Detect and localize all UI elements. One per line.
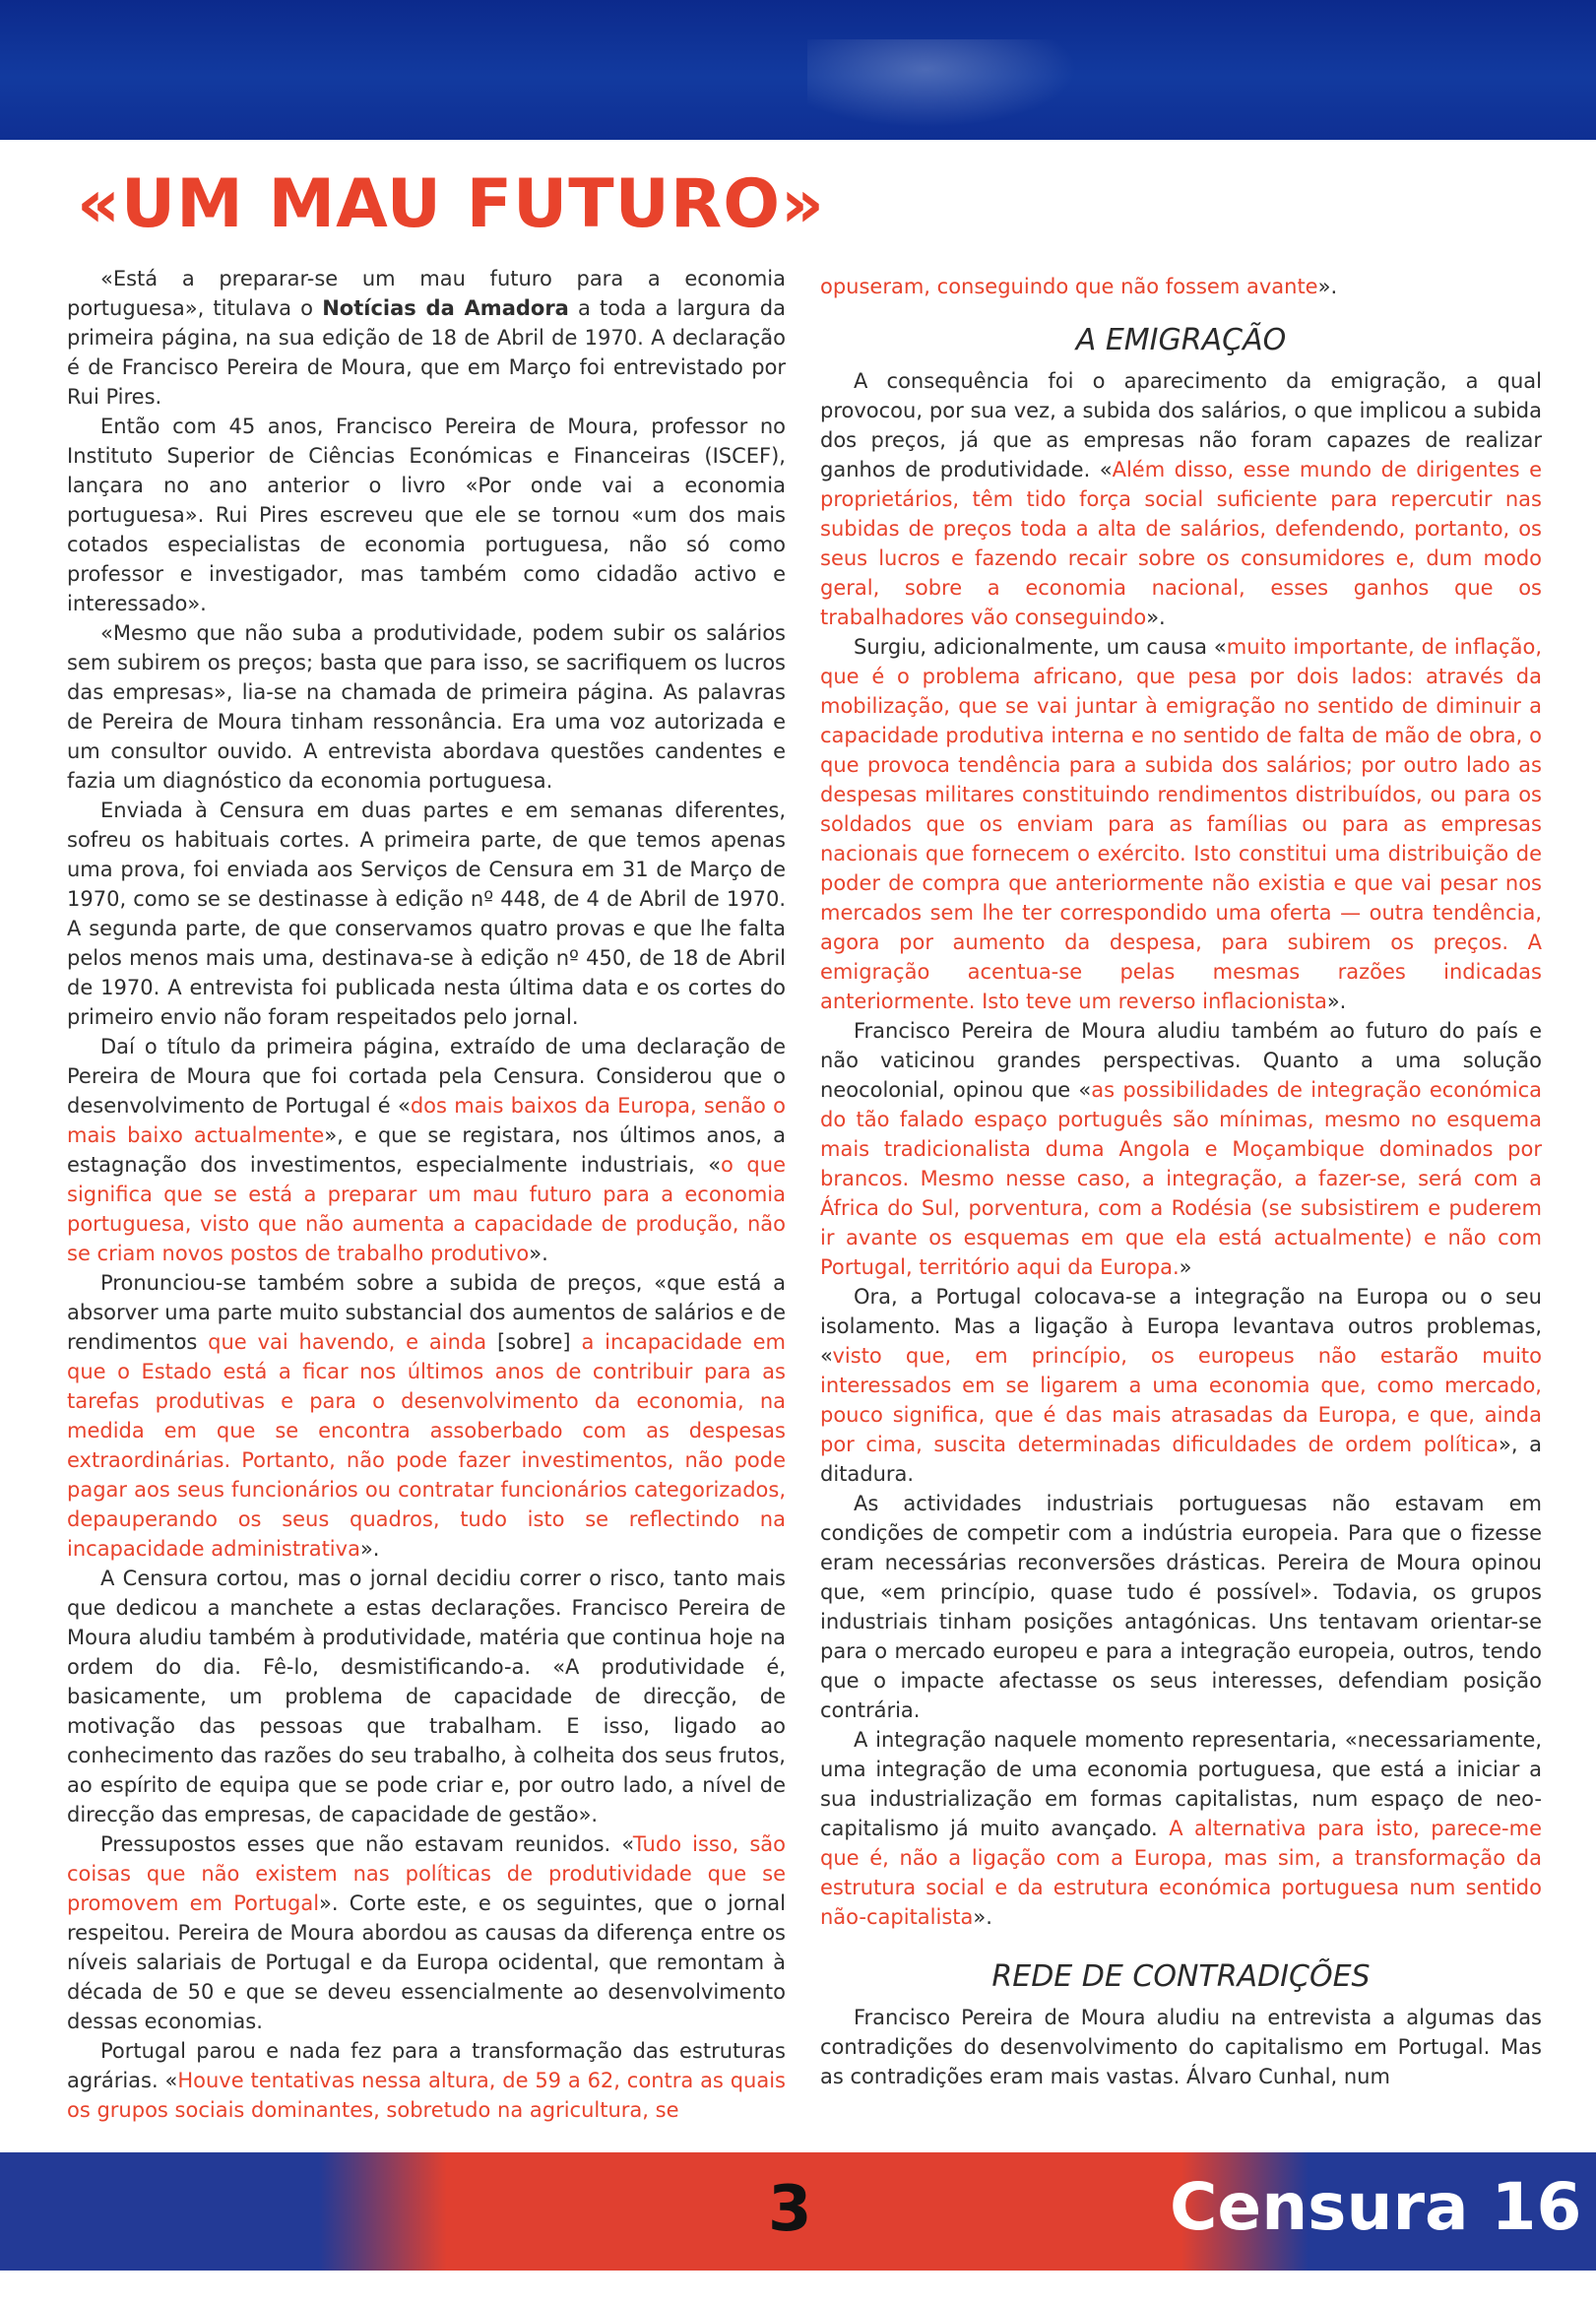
- paragraph-text: A consequência foi o aparecimento da emigração, a qual provocou, por sua vez, a subida dos salários, o que implicou a subida dos preços, já que as empresas não foram capazes de realizar ganhos de produtividade. «: [820, 369, 1542, 481]
- censored-text: Além disso, esse mundo de dirigentes e proprietários, têm tido força social suficiente para repercutir nas subidas de preços toda a alta de salários, defendendo, portanto, os seus lucros e fazendo recair sobre os consumidores e, dum modo geral, sobre a economia nacional, esses ganhos que os trabalhadores vão conseguindo: [820, 458, 1542, 629]
- paragraph-text: Francisco Pereira de Moura aludiu na entrevista a algumas das contradições do desenvolvimento do capitalismo em Portugal. Mas as contradições eram mais vastas. Álvaro Cunhal, num: [820, 2006, 1542, 2088]
- article-paragraph: [67, 796, 786, 1032]
- paragraph-text: ».: [359, 1537, 380, 1561]
- censored-text: Houve tentativas nessa altura, de 59 a 62, contra as quais os grupos sociais dominantes, sobretudo na agricultura, se: [67, 2069, 786, 2122]
- censored-text: muito importante, de inflação, que é o problema africano, que pesa por dois lados: através da mobilização, que se vai juntar à emigração no sentido de diminuir a capacidade produtiva interna e no sentido de falta de mão de obra, o que provoca tendência para a subida dos salários; por outro lado as despesas militares constituindo rendimentos distribuídos, ou para os soldados que os enviam para as famílias ou para as empresas nacionais que fornecem o exército. Isto constitui uma distribuição de poder de compra que anteriormente não existia e que vai pesar nos mercados sem lhe ter correspondido uma oferta — outra tendência, agora por aumento da despesa, para subirem os preços. A emigração acentua-se pelas mesmas razões indicadas anteriormente. Isto teve um reverso inflacionista: [820, 635, 1542, 1013]
- article-paragraph: [67, 2036, 786, 2125]
- paragraph-text: Então com 45 anos, Francisco Pereira de Moura, professor no Instituto Superior de Ciências Económicas e Financeiras (ISCEF), lançara no ano anterior o livro «Por onde vai a economia portuguesa». Rui Pires escreveu que ele se tornou «um dos mais cotados especialistas de economia portuguesa, não só como professor e investigador, mas também como cidadão activo e interessado».: [67, 415, 786, 615]
- article-paragraph: [820, 366, 1542, 632]
- top-color-band: [0, 0, 1596, 140]
- paragraph-text: [sobre]: [486, 1330, 582, 1354]
- paragraph-text: Francisco Pereira de Moura aludiu também ao futuro do país e não vaticinou grandes perspectivas. Quanto a uma solução neocolonial, opinou que «: [820, 1019, 1542, 1102]
- newspaper-name: Notícias da Amadora: [322, 296, 569, 320]
- article-title: «UM MAU FUTURO»: [77, 165, 825, 243]
- censored-text: visto que, em princípio, os europeus não estarão muito interessados em se ligarem a uma economia que, como mercado, pouco significa, que é das mais atrasadas da Europa, e que, ainda por cima, suscita determinadas dificuldades de ordem política: [820, 1344, 1542, 1456]
- paragraph-text: »: [1179, 1255, 1192, 1279]
- paragraph-text: ».: [1146, 606, 1166, 629]
- paragraph-text: Enviada à Censura em duas partes e em semanas diferentes, sofreu os habituais cortes. A primeira parte, de que temos apenas uma prova, foi enviada aos Serviços de Censura em 31 de Março de 1970, como se se destinasse à edição nº 448, de 4 de Abril de 1970. A segunda parte, de que conservamos quatro provas e que lhe falta pelos menos mais uma, destinava-se à edição nº 450, de 18 de Abril de 1970. A entrevista foi publicada nesta última data e os cortes do primeiro envio não foram respeitados pelo jornal.: [67, 799, 786, 1029]
- paragraph-text: Daí o título da primeira página, extraído de uma declaração de Pereira de Moura que foi cortada pela Censura. Considerou que o desenvolvimento de Portugal é «: [67, 1035, 786, 1118]
- paragraph-text: A integração naquele momento representaria, «necessariamente, uma integração de uma economia portuguesa, que está a iniciar a sua industrialização em formas capitalistas, num espaço de neo-capitalismo já muito avançado.: [820, 1728, 1542, 1840]
- article-paragraph: [820, 272, 1542, 301]
- censored-text: que vai havendo, e ainda: [208, 1330, 487, 1354]
- paragraph-text: As actividades industriais portuguesas não estavam em condições de competir com a indústria europeia. Para que o fizesse eram necessárias reconversões drásticas. Pereira de Moura opinou que, «em princípio, quase tudo é possível». Todavia, os grupos industriais tinham posições antagónicas. Uns tentavam orientar-se para o mercado europeu e para a integração europeia, outros, tendo que o impacte afectasse os seus interesses, defendiam posição contrária.: [820, 1492, 1542, 1722]
- censored-text: Tudo isso, são coisas que não existem nas políticas de produtividade que se promovem em Portugal: [67, 1832, 787, 1915]
- contradictions-section: [820, 2003, 1542, 2091]
- article-paragraph: [820, 1489, 1542, 1725]
- paragraph-text: «Mesmo que não suba a produtividade, podem subir os salários sem subirem os preços; basta que para isso, se sacrifiquem os lucros das empresas», lia-se na chamada de primeira página. As palavras de Pereira de Moura tinham ressonância. Era uma voz autorizada e um consultor ouvido. A entrevista abordava questões candentes e fazia um diagnóstico da economia portuguesa.: [67, 621, 786, 793]
- paragraph-text: Portugal parou e nada fez para a transformação das estruturas agrárias. «: [67, 2039, 786, 2092]
- publication-name: Censura 16: [1170, 2169, 1582, 2245]
- censored-text: A alternativa para isto, parece-me que é, não a ligação com a Europa, mas sim, a transformação da estrutura social e da estrutura económica portuguesa num sentido não-capitalista: [820, 1817, 1542, 1929]
- paragraph-text: «Está a preparar-se um mau futuro para a economia portuguesa», titulava o: [67, 267, 786, 320]
- censored-text: o que significa que se está a preparar um mau futuro para a economia portuguesa, visto que não aumenta a capacidade de produção, não se criam novos postos de trabalho produtivo: [67, 1153, 786, 1265]
- article-paragraph: [67, 1829, 786, 2036]
- article-paragraph: [820, 632, 1542, 1016]
- article-paragraph: [67, 618, 786, 796]
- paragraph-text: Pressupostos esses que não estavam reunidos. «: [100, 1832, 633, 1856]
- paragraph-text: ».: [529, 1242, 548, 1265]
- paragraph-text: A Censura cortou, mas o jornal decidiu correr o risco, tanto mais que dedicou a manchete a estas declarações. Francisco Pereira de Moura aludiu também à produtividade, matéria que continua hoje na ordem do dia. Fê-lo, desmistificando-a. «A produtividade é, basicamente, um problema de capacidade de direcção, de motivação das pessoas que trabalham. E isso, ligado ao conhecimento das razões do seu trabalho, à colheita dos seus frutos, ao espírito de equipa que se pode criar e, por outro lado, a nível de direcção das empresas, de capacidade de gestão».: [67, 1567, 786, 1826]
- paragraph-text: ».: [1317, 275, 1338, 298]
- article-paragraph: [820, 1725, 1542, 1932]
- article-paragraph: [67, 1032, 786, 1268]
- article-paragraph: [67, 412, 786, 618]
- censored-text: a incapacidade em que o Estado está a ficar nos últimos anos de contribuir para as tarefas produtivas e para o desenvolvimento da economia, na medida em que se encontra assoberbado com as despesas extraordinárias. Portanto, não pode fazer investimentos, não pode pagar aos seus funcionários ou contratar funcionários categorizados, depauperando os seus quadros, tudo isto se reflectindo na incapacidade administrativa: [67, 1330, 786, 1561]
- paragraph-text: Pronunciou-se também sobre a subida de preços, «que está a absorver uma parte muito substancial dos aumentos de salários e de rendimentos: [67, 1271, 786, 1354]
- censored-text: as possibilidades de integração económica do tão falado espaço português são mínimas, mesmo no esquema mais tradicionalista duma Angola e Moçambique dominados por brancos. Mesmo nesse caso, a integração, a fazer-se, será com a África do Sul, porventura, com a Rodésia (se subsistirem e puderem ir avante os esquemas em que ela está actualmente) e não com Portugal, território aqui da Europa.: [820, 1078, 1543, 1279]
- censored-text: dos mais baixos da Europa, senão o mais baixo actualmente: [67, 1094, 786, 1147]
- paragraph-text: », a ditadura.: [820, 1433, 1542, 1486]
- page-number: 3: [768, 2173, 812, 2246]
- paragraph-text: a toda a largura da primeira página, na sua edição de 18 de Abril de 1970. A declaração é de Francisco Pereira de Moura, que em Março foi entrevistado por Rui Pires.: [67, 296, 787, 409]
- paragraph-text: ».: [1326, 990, 1347, 1013]
- censored-text: opuseram, conseguindo que não fossem avante: [820, 275, 1318, 298]
- paragraph-text: ».: [973, 1905, 992, 1929]
- paragraph-text: Ora, a Portugal colocava-se a integração na Europa ou o seu isolamento. Mas a ligação à Europa levantava outros problemas, «: [820, 1285, 1542, 1368]
- section-heading-contradictions: REDE DE CONTRADIÇÕES: [991, 1959, 1371, 1994]
- paragraph-text: », e que se registara, nos últimos anos, a estagnação dos investimentos, especialmente industriais, «: [67, 1123, 786, 1177]
- right-column-continuation: [820, 272, 1542, 301]
- article-paragraph: [67, 1564, 786, 1829]
- article-paragraph: [820, 1016, 1542, 1282]
- section-heading-emigration: A EMIGRAÇÃO: [1075, 323, 1287, 357]
- paragraph-text: ». Corte este, e os seguintes, que o jornal respeitou. Pereira de Moura abordou as causas da diferença entre os níveis salariais de Portugal e da Europa ocidental, que remontam à década de 50 e que se deveu essencialmente ao desenvolvimento dessas economias.: [67, 1891, 786, 2033]
- left-text-column: [67, 264, 786, 2125]
- paragraph-text: Surgiu, adicionalmente, um causa «: [854, 635, 1227, 659]
- article-paragraph: [820, 2003, 1542, 2091]
- emigration-section: [820, 366, 1542, 1932]
- right-text-column: [820, 272, 1542, 2091]
- article-paragraph: [67, 264, 786, 412]
- article-paragraph: [67, 1268, 786, 1564]
- article-paragraph: [820, 1282, 1542, 1489]
